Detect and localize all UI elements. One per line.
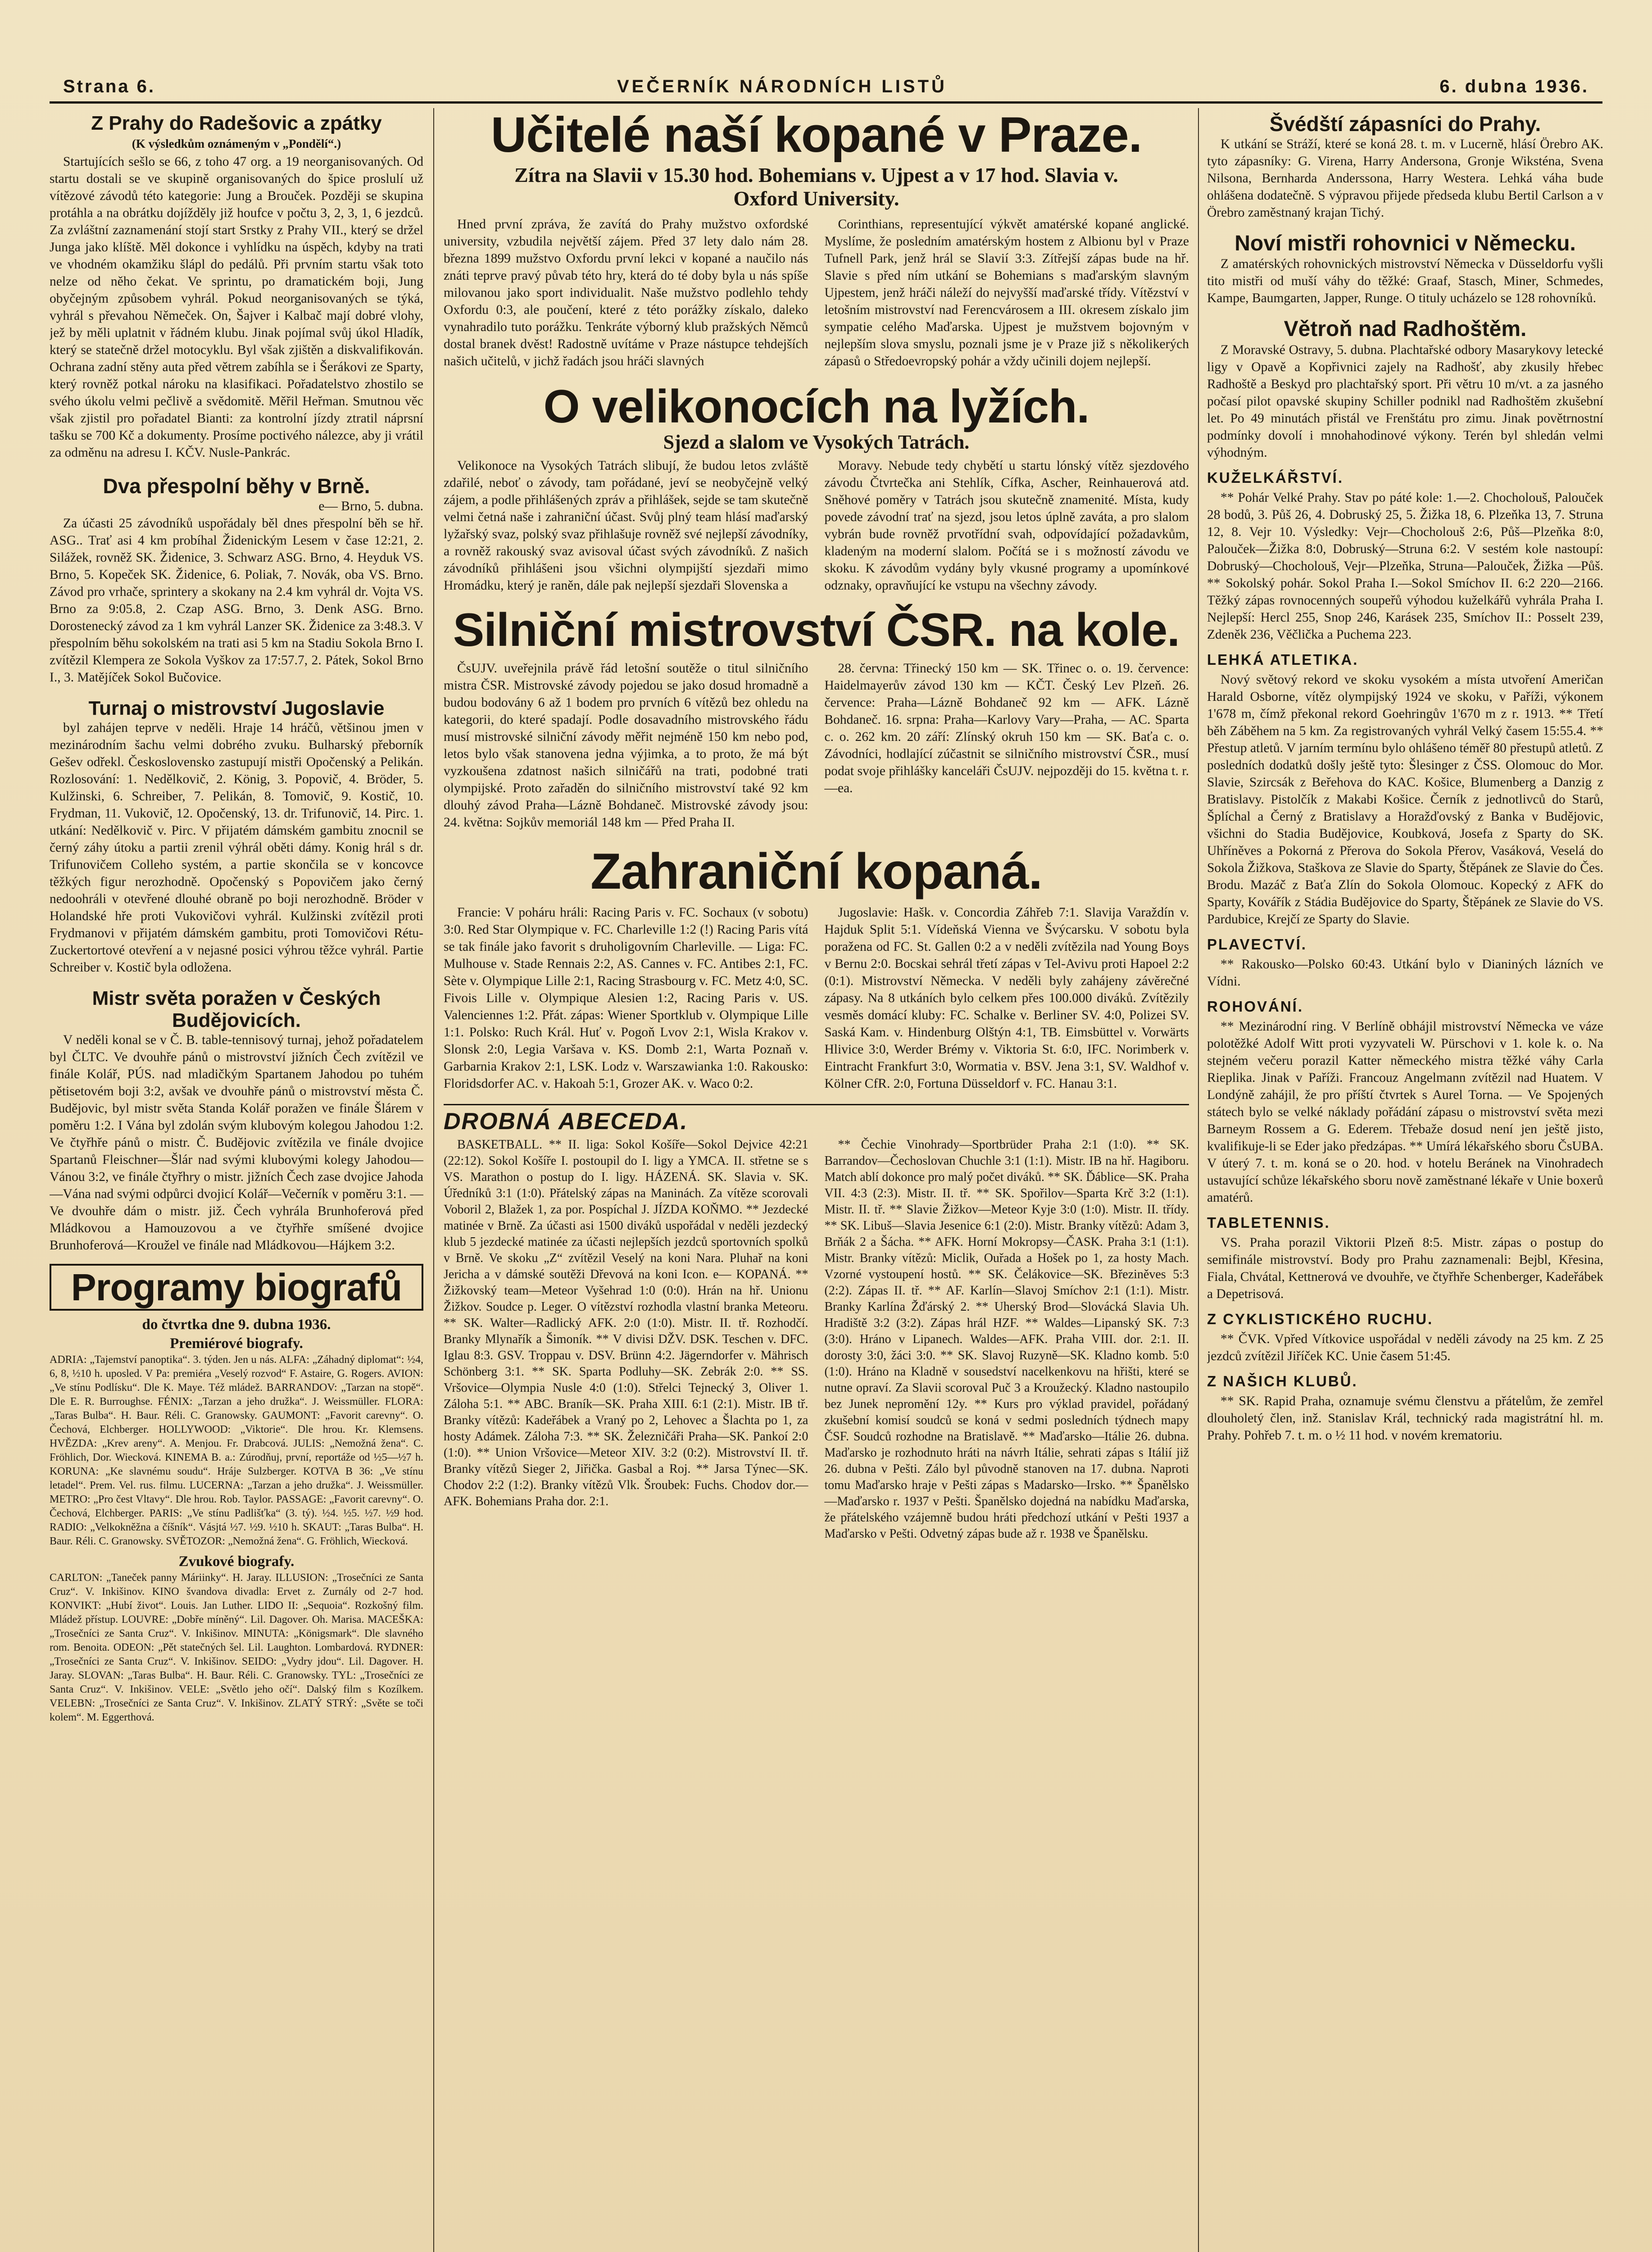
column-divider-left [433,108,434,2252]
section-heading: ROHOVÁNÍ. [1207,998,1304,1015]
issue-date: 6. dubna 1936. [1439,77,1589,96]
article-body: ** Čechie Vinohrady—Sportbrüder Praha 2:1 (1:0). ** SK. Barrandov—Čechoslovan Chuchle 3:1 (1:1). Mistr. IB na hř. Hagiboru. Match ablí dokonce pro malý počet diváků. ** SK. Ďáblice—SK. Praha VII. 4:3 (2:3). Mistr. II. tř. ** SK. Spořilov—Sparta Krč 3:2 (1:1). Mistr. II. tř. ** Slavie Žižkov—Meteor Kyje 3:0 (1:0). Mistr. II. třídy. ** SK. Libuš—Slavia Jesenice 6:1 (2:0). Mistr. Branky vítězů: Adam 3, Brňák 2 a Šácha. ** AFK. Horní Mokropsy—ČASK. Praha 3:1 (1:1). Mistr. Branky vítězů: Miclik, Ouřada a Hošek po 1, za hosty Mach. Vzorné vystoupení hostů. ** SK. Čelákovice—SK. Březiněves 5:3 (2:2). Zápas II. tř. ** AF. Karlín—Slavoj Smíchov 2:1 (1:1). Mistr. Branky Karlína Žďárský 2. ** Uherský Brod—Slovácká Slavia Uh. Hradiště 3:2 (3:2). Zápas hrál HZF. ** Waldes—Lipanský SK. 7:3 (3:0). Hráno v Lipanech. Waldes—AFK. Praha VIII. dor. 2:1. II. dorosty 3:0, žáci 3:0. ** SK. Slavoj Ruzyně—SK. Kladno komb. 5:0 (1:0). Hráno na Kladně v sousedství nacelkenkovu na hřišti, které se nutne opraví. Za Slavii scoroval Puč 3 a Kroužecký. Kladno nastoupilo bez Junek nepromění 12y. ** Kurs pro výklad pravidel, pořádaný zkušební komisí soudců se koná v sedmi posledních týdnech mapy ČSF. Soudců rozhodne na Bratislavě. ** Maďarsko—Itálie 26. dubna. Maďarsko je rozhodnuto hráti na návrh Itálie, sehrati zápas s Itálií již 26. dubna v Pešti. Zálo byl původně stanoven na 17. dubna. Naproti tomu Maďarsko hraje v Pešti zápas s Madarsko—Irsko. ** Španělsko—Maďarsko r. 1937 v Pešti. Španělsko dojedná na nabídku Maďarska, že přátelského vzájemně budou hráti předchozí utkání v Pešti 1937 a Maďarsko v Pešti. Odvetný zápas bude až r. 1938 ve Španělsku. [824,1138,1189,1541]
headline-subtitle: Zítra na Slavii v 15.30 hod. Bohemians v. Ujpest a v 17 hod. Slavia v. Oxford University. [514,163,1118,210]
headline-zahranicni: Zahraniční kopaná. [590,843,1042,899]
article-title: Noví mistři rohovnici v Německu. [1234,231,1576,255]
section-heading: KUŽELKÁŘSTVÍ. [1207,469,1343,486]
article-body: Corinthians, representující výkvět amatérské kopané anglické. Myslíme, že posledním amatérským hostem z Albionu byl v Praze Tufnell Park, jenž hrál se Slavií 3:3. Zítřejší zápas bude na hř. Slavie s před ním utkání se Bohemians s maďarským slavným Ujpestem, jenž hráči náleží do nejvyšší maďarské třídy. Vítězství v letošním mistrovství nad Ferencvárosem a III. okresem získalo jim sympatie celého Maďarska. Ujpest je mužstvem bojovným v nejlepším slova smyslu, poznali jsme je v Praze již s několikerých zápasů o Středoevropský pohár a vždy učinili dojem nejlepší. [824,217,1189,368]
left-column [50,113,423,2252]
article-title: Dva přespolní běhy v Brně. [103,474,370,498]
article-columns [444,457,1189,594]
section-heading: PLAVECTVÍ. [1207,936,1307,953]
article-dateline: e— Brno, 5. dubna. [318,499,423,513]
article-body: Francie: V poháru hráli: Racing Paris v. FC. Sochaux (v sobotu) 3:0. Red Star Olympique v. FC. Charleville 1:2 (!) Racing Paris vítá se tak finále jako favorit s druholigovním Charleville. — Liga: FC. Mulhouse v. Stade Rennais 2:2, AS. Cannes v. FC. Antibes 2:1, FC. Sète v. Olympique Lille 2:1, Racing Strasbourg v. FC. Metz 4:0, SC. Fivois Lille v. Olympique Alesien 1:2, Racing Paris v. US. Valenciennes 1:2. Přát. zápas: Wiener Sportklub v. Olympique Lille 1:1. Polsko: Ruch Král. Huť v. Pogoň Lvov 2:1, Wisla Krakov v. Slonsk 2:0, Legia Varšava v. KS. Domb 2:1, Warta Poznaň v. Garbarnia Krakov 2:1, LSK. Lodz v. Warszawianka 1:0. Rakousko: Floridsdorfer AC. v. Hakoah 5:1, Grozer AK. v. Waco 0:2. [444,905,808,1091]
article-body: Velikonoce na Vysokých Tatrách slibují, že budou letos zvláště zdařilé, neboť o závody, tam pořádané, jeví se neobyčejně velký zájem, a podle přihlášených zpráv a přihlášek, sejde se tam skutečně velmi četná naše i zahraniční účast. Svůj plný team hlásí maďarský lyžařský svaz, polský svaz přihlašuje rovněž své nejlepší závodníky, a rovněž rakouský svaz avisoval účast svých závodníků. Z našich závodníků přihlášeni jsou všichni olympijští sjezdaři mimo Hromádku, který je raněn, dále pak nejlepší sjezdaři Slovenska a [444,459,808,593]
article-body: ** SK. Rapid Praha, oznamuje svému členstvu a přátelům, že zemřel dlouholetý člen, inž. Stanislav Král, technický rada magistrátní hl. m. Prahy. Pohřeb 7. t. m. o ½ 11 hod. v novém krematoriu. [1207,1394,1603,1443]
article-body: ČsUJV. uveřejnila právě řád letošní soutěže o titul silničního mistra ČSR. Mistrovské závody pojedou se jako dosud hromadně a budou bodovány 6 až 1 bodem pro prvních 6 vítězů bez ohledu na kategorii, do které spadají. Podle dosavadního mistrovského řádu musí mistrovské silniční závody měřit nejméně 150 km nebo pod, letos bylo však stanovena jedna výjimka, a to proto, že má být vyzkoušena zdatnost našich silničářů na trati, podobné trati olympijské. Proto zařaděn do silničního mistrovství také 92 km dlouhý závod Praha—Lázně Bohdaneč. Mistrovské závody jsou: 24. května: Sojkův memoriál 148 km — Před Praha II. [444,661,808,830]
section-heading: Z NAŠICH KLUBŮ. [1207,1373,1358,1390]
article-body: ** Pohár Velké Prahy. Stav po páté kole: 1.—2. Chocholouš, Palouček 28 bodů, 3. Půš 26, 4. Dobruský 25, 5. Žižka 18, 6. Plzeňka 13, 7. Struna 12, 8. Vejr 10. Výsledky: Vejr—Chocholouš 2:6, Půš—Plzeňka 8:0, Palouček—Žižka 8:0, Dobruský—Struna 6:2. V sestém kole nastoupí: Dobruský—Chocholouš, Vejr—Plzeňka, Struna—Palouček, Žižka —Půš. ** Sokolský pohár. Sokol Praha I.—Sokol Smíchov II. 6:2 220—2166. Těžký zápas rovnocenných soupeřů výhodou kuželkářů vyhrála Praha I. Nejlepší: Hercl 255, Snop 246, Karásek 235, Smíchov II.: Posselt 239, Zdeněk 236, Věčlička a Puchema 223. [1207,490,1603,642]
article-title: Mistr světa poražen v Českých Budějovicích. [92,987,381,1031]
article-title: Větroň nad Radhoštěm. [1284,317,1527,341]
article-columns [444,1137,1189,1542]
article-body: Hned první zpráva, že zavítá do Prahy mužstvo oxfordské university, vzbudila největší zájem. Před 37 lety dalo nám 28. března 1899 mužstvo Oxfordu první lekci v kopané a naučilo nás znáti teprve pravý půvab této hry, která do té doby byla u nás spíše milovanou jako sport individualit. Naše mužstvo podlehlo tehdy Oxfordu 0:3, ale poučení, které z této porážky získalo, daleko vynahradilo tuto porážku. Tenkráte výborný klub pražských Němců dostal branek dvěst! Radostně uvítáme v Praze nástupce tehdejších našich učitelů, v jichž řadách jsou hráči slavných [444,217,808,368]
article-body: Startujících sešlo se 66, z toho 47 org. a 19 neorganisovaných. Od startu dostali se ve skupině organisovaných do špice proslulí už vítězové závodů této kategorie: Jung a Brouček. Později se skupina protáhla a na obrátku dojížděly již houfce v počtu 3, 2, 3, 1, 6 jezdců. Za zvláštní zaznamenání stojí start Srstky z Prahy VII., který se držel Junga jako klíště. Měl dokonce i vyhlídku na úspěch, kdyby na trati ve vhodném okamžiku šlápl do pedálů. Při prvním startu však toto nelze od něho čekat. Ve sprintu, po dramatickém boji, Jung obyčejným způsobem vyhrál. Pokud neorganisovaných se týká, vyhrál s převahou Němeček. On, Šajver i Kalbač mají dobré vlohy, jež by měli uplatnit v řádném klubu. Jinak pojímal svůj úkol Hladík, který se statečně držel motocyklu. Byl však zjištěn a diskvalifikován. Ochrana zadní stěny auta před větrem zabíhla se i Šerákovi ze Sparty, který rovněž potkal nároku na klasifikaci. Pořadatelstvo zhostilo se svého úkolu velmi pečlivě a svědomitě. Měřil Heřman. Smutnou věc však zjistil pro pořadatel Bianti: za kontrolní jízdy ztratil náprsní tašku se 700 Kč a dokumenty. Prosíme poctivého nálezce, aby ji vrátil za odměnu na adresu I. KČV. Nusle-Pankrác. [50,154,423,460]
article-title: Z Prahy do Radešovic a zpátky [91,113,382,134]
article-body: ** ČVK. Vpřed Vítkovice uspořádal v neděli závody na 25 km. Z 25 jezdců zvítězil Jiříček KC. Unie časem 51:45. [1207,1332,1603,1364]
article-subtitle: (K výsledkům oznámeným v „Pondělí“.) [132,137,341,151]
article-title: Turnaj o mistrovství Jugoslavie [88,697,385,719]
section-heading: Z CYKLISTICKÉHO RUCHU. [1207,1311,1434,1328]
sound-listing: CARLTON: „Taneček panny Máriinky“. H. Jaray. ILLUSION: „Trosečníci ze Santa Cruz“. V. Inkišinov. KINO švandova divadla: Ervet z. Zurnály od 2-7 hod. KONVIKT: „Hubí život“. Louis. Jan Luther. LIDO II: „Sequoia“. Rozkošný film. Mládež přístup. LOUVRE: „Dobře míněný“. Lil. Dagover. Oh. Marisa. MACEŠKA: „Trosečníci ze Santa Cruz“. V. Inkišinov. MINUTA: „Königsmark“. Dle slavného rom. Benoita. ODEON: „Pět statečných šel. Lil. Laughton. Lombardová. RYDNER: „Trosečníci ze Santa Cruz“. V. Inkišinov. SEIDO: „Vydry jdou“. Lil. Dagover. H. Jaray. SLOVAN: „Taras Bulba“. H. Baur. Réli. C. Granowsky. TYL: „Trosečníci ze Santa Cruz“. V. Inkišinov. VELE: „Světlo jeho očí“. Dalský film s Kozílkem. VELEBN: „Trosečníci ze Santa Cruz“. V. Inkišinov. ZLATÝ STRÝ: „Světe se toči kolem“. M. Eggerthová. [50,1572,423,1724]
article-body: 28. června: Třinecký 150 km — SK. Třinec o. o. 19. července: Haidelmayerův závod 130 km — KČT. Český Lev Plzeň. 26. července: Praha—Lázně Bohdaneč 92 km — AFK. Lázně Bohdaneč. 16. srpna: Praha—Karlovy Vary—Praha, — AC. Sparta c. o. 262 km. 20 září: Zlínský okruh 150 km — SK. Baťa c. o. Závodníci, hodlající zúčastnit se silničního mistrovství ČSR., musí podat svoje přihlášky kanceláři ČsUJV. nejpozději do 15. května t. r. —ea. [824,661,1189,795]
article-columns [444,660,1189,831]
article-body: Jugoslavie: Hašk. v. Concordia Záhřeb 7:1. Slavija Varaždín v. Hajduk Split 5:1. Vídeňská Vienna ve Švýcarsku. V sobotu byla poražena od FC. St. Gallen 0:2 a v neděli zvítězila nad Young Boys v Bernu 2:0. Bocskai sehrál třetí zápas v Tel-Avivu proti Hapoel 2:2 (0:1). Mistrovství Německa. V neděli byly zahájeny závěrečné zápasy. Na 8 utkáních bylo celkem přes 100.000 diváků. Zvítězily vesměs domácí kluby: FC. Schalke v. Berliner SV. 4:0, Polizei SV. Saská Kam. v. Hindenburg Olštýn 4:1, TB. Eimsbüttel v. Vorwärts Hlivice 3:0, Werder Brémy v. Viktoria St. 6:0, IFC. Norimberk v. Eintracht Frankfurt 3:0, Wormatia v. BSV. Jena 3:1, SV. Waldhof v. Kölner CfR. 2:0, Fortuna Düsseldorf v. FC. Hanau 3:1. [824,905,1189,1091]
article-body: Z Moravské Ostravy, 5. dubna. Plachtařské odbory Masarykovy letecké ligy v Opavě a Kopřivnici zajely na Radhošť, aby zkusily hřebec Radhoště a Beskyd pro plachtařský sport. Při větru 10 m/vt. a za jasného počasí pilot opavské skupiny Schiller podnikl nad Radhoštěm zkušební let. Po 49 minutách přistál ve Frenštátu pro zimu. Jinak povětrnostní podmínky dovolí i mnohahodinové výkony. Terén byl shledán velmi výhodným. [1207,343,1603,460]
masthead-rule [50,101,1602,104]
cinema-date: do čtvrtka dne 9. dubna 1936. [142,1317,331,1333]
article-body: Nový světový rekord ve skoku vysokém a místa utvoření Američan Harald Osborne, vítěz olympijský 1924 ve skoku, v Paříži, výkonem 1'678 m, čímž překonal rekord Goehringův 1'670 m z r. 1913. ** Třetí běh Záběhem na 5 km. Za registrovaných vyhrál Velký časem 15:55.4. ** Přestup atletů. V jarním termínu bylo ohlášeno téměř 80 přestupů atletů. Z posledních dodatků došly ještě tyto: Šlesinger z ČSS. Olomouc do Mor. Slavie, Szircsák z Beřehova do KAC. Košice, Blumenberg a Danzig z Bratislavy. Pistolčík z Makabi Košice. Černík z jednotlivců do Starů, Šplíchal a Černý z Bratislavy a Horažďovský z Banka v Budějovic, všichni do Stadia Budějovice, Koubková, Josefa z Sparty do SK. Uhříněves a Pokorná z Přerova do Sokola Přerov, Vasáková, Veselá do Sokola Žižkova, Staškova ze Slavie do Sparty, Štěpánek ze Slavie do Čes. Brodu. Mazáč z Baťa Zlín do Sokola Olomouc. Kopecký z AFK do Sparty, Kovářík z Stádia Budějovice do Sparty, Štěpánek ze Slavie do VS. Pardubice, Krejčí ze Sparty do Slavie. [1207,672,1603,927]
article-body: Za účasti 25 závodníků uspořádaly běl dnes přespolní běh se hř. ASG.. Trať asi 4 km probíhal Židenickým Lesem v čase 12:21, 2. Silážek, rovněž SK. Židenice, 3. Schwarz ASG. Brno, 4. Heyduk VS. Brno, 5. Kopeček SK. Židenice, 6. Poliak, 7. Novák, oba VS. Brno. Závod pro vrhače, sprintery a skokany na 2.4 km vyhrál dr. Vojta VS. Brno za 9:05.8, 2. Czap ASG. Brno, 3. Denk ASG. Brno. Dorostenecký závod za 1 km vyhrál Lanzer SK. Židenice za 3:48.3. V přespolním běhu sokolském na trati asi 5 km na Stadiu Sokola Brno I. zvítězil Klempera ze Sokola Vyškov za 17:57.7, 2. Pátek, Sokol Brno I., 3. Matějíček Sokol Bučovice. [50,516,423,685]
article-body: Z amatérských rohovnických mistrovství Německa v Düsseldorfu vyšli tito mistři od muší váhy do těžké: Graaf, Stasch, Miner, Schmedes, Kampe, Baumgarten, Japper, Runge. O tituly ucházelo se 128 rohovníků. [1207,257,1603,306]
article-body: byl zahájen teprve v neděli. Hraje 14 hráčů, většinou jmen v mezinárodním šachu velmi dobrého zvuku. Bulharský přeborník Gešev odřekl. Československo zastupují mistři Opočenský a Pelikán. Rozlosování: 1. Nedělkovič, 2. König, 3. Popovič, 4. Bröder, 5. Kulžinski, 6. Schreiber, 7. Pelikán, 8. Tomovič, 9. Kostič, 10. Frydman, 11. Vukovič, 12. Opočenský, 13. dr. Trifunovič, 14. Pirc. 1. utkání: Nedělkovič v. Pirc. V přijatém dámském gambitu znocnil se černý záhy útoku a partii zrenil výhrál oběti dámy. Konig hrál s dr. Trifunovičem Colleho systém, a partie skončila se v koncovce těžkých figur nerozhodně. Opočenský s Popovičem jako černý nedoohráli v otevřené dlouhé obraně po boji nerozhodně. Bröder v Holandské hře proti Vukovičovi vyhrál. Kulžinski zvítězil proti Frydmanovi v přijatém dámském gambitu, proti Tomovičovi Rétu-Zuckertortové otevření a v nejasné posici výhrou těžce vyhrál. Partie Schreiber v. Kostič byla odložena. [50,721,423,975]
article-body: Moravy. Nebude tedy chybětí u startu lónský vítěz sjezdového závodu Čtvrtečka ani Stehlík, Cífka, Ascher, Reinhauerová atd. Sněhové poměry v Tatrách jsou skutečně znamenité. Místa, kudy povede závodní trať na sjezd, jsou letos úplně zaváta, a pro slalom vybrán bude rovněž prvotřídní svah, odpovídající požadavkům, kladeným na moderní slalom. Počítá se i s možností závodu ve skoku. K závodům vydány byly vkusné programy a upomínkové odznaky, opravňující ke vstupu na všechny závody. [824,459,1189,593]
article-body: ** Mezinárodní ring. V Berlíně obhájil mistrovství Německa ve váze polotěžké Adolf Witt proti vyzyvateli W. Pürschovi v 1. kole k. o. Na stejném večeru porazil Katter německého mistra těžké váhy Carla Rieplika. Jinak v Paříži. Francouz Angelmann zvítězil nad Huatem. V Londýně zahájil, že pro příští čtvrtek s Aurel Torna. — Ve Spojených státech bylo se velké náklady pořádání zápasu o mistrovství světa mezi Barneym Rossem a G. Ederem. Třebaže dosud není jen ještě jisto, kvalifikuje-li se Eder jako předzápas. ** Umírá lékařského sboru ČsUBA. V úterý 7. t. m. koná se o 20. hod. v hotelu Beránek na Vinohradech ustavující schůze lékařského sboru nově zaměstnané lékaře v Unie boxerů amatérů. [1207,1019,1603,1205]
article-title: Švédští zápasníci do Prahy. [1269,113,1541,136]
section-heading: TABLETENNIS. [1207,1214,1330,1231]
article-columns [444,904,1189,1092]
column-divider-right [1198,108,1199,2252]
section-heading: LEHKÁ ATLETIKA. [1207,651,1359,668]
page-number: Strana 6. [63,77,155,96]
headline-subtitle: Sjezd a slalom ve Vysokých Tatrách. [663,431,970,453]
premiere-listing: ADRIA: „Tajemství panoptika“. 3. týden. Jen u nás. ALFA: „Záhadný diplomat“: ½4, 6, 8, ½10 h. uposled. V Pa: premiéra „Veselý rozvod“ F. Astaire, G. Rogers. AVION: „Ve stínu Podlísku“. Dle K. Maye. Též mládež. BARRANDOV: „Tarzan na stopě“. Dle E. R. Burroughse. FÉNIX: „Tarzan a jeho družka“. J. Weissmüller. FLORA: „Taras Bulba“. H. Baur. Réli. C. Granowsky. GAUMONT: „Favorit carevny“. O. Čechová, Elchberger. HOLLYWOOD: „Viktorie“. Dle hrou. Kr. Klemsens. HVĚZDA: „Krev areny“. A. Menjou. Fr. Drabcová. JULIS: „Nemožná žena“. C. Fröhlich, Dor. Wiecková. KINEMA B. a.: Zúrodňuj, první, reportáže od ½5—½7 h. KORUNA: „Ke slavnému soudu“. Hráje Sulzberger. KOTVA B 36: „Ve stínu letadel“. Prem. Vel. rus. filmu. LUCERNA: „Tarzan a jeho družka“. J. Weissmüller. METRO: „Pro čest Vltavy“. Dle hrou. Rob. Taylor. PASSAGE: „Favorit carevny“. O. Čechová, Elchberger. PARIS: „Ve stínu Padlišťka“ (3. tý). ½4. ½5. ½7. ½9 hod. RADIO: „Velkokněžna a číšník“. Vásjtá ½7. ½9. ½10 h. SKAUT: „Taras Bulba“. H. Baur. Réli. C. Granowsky. SVĚTOZOR: „Nemožná žena“. G. Fröhlich, Wiecková. [50,1354,423,1548]
headline-ucitele: Učitelé naší kopané v Praze. [490,110,1142,163]
center-column [444,110,1189,2252]
article-body: BASKETBALL. ** II. liga: Sokol Košíře—Sokol Dejvice 42:21 (22:12). Sokol Košíře I. postoupil do I. ligy a YMCA. II. střetne se s VS. Marathon o postup do I. ligy. HÁZENÁ. SK. Slavia v. SK. Úředníků 3:1 (1:0). Přátelský zápas na Maninách. Za vítěze scorovali Voboril 2, Blažek 1, za por. Pospíchal J. JÍZDA KOŇMO. ** Jezdecké matinée v Brně. Za účasti asi 1500 diváků uspořádal v neděli jezdecký klub 5 jezdecké matinée za účasti nejlepších jezdců sportovních spolků v Brně. Ve skoku „Z“ zvítězil Veselý na koni Nara. Pluhař na koni Jericha a v dámské soutěži Dřevová na koni Icon. e— KOPANÁ. ** Žižkovský team—Meteor Vyšehrad 1:0 (0:0). Hrán na hř. Unionu Žižkov. Soudce p. Leger. O vítězství rozhodla vlastní branka Meteoru. ** SK. Walter—Radlický AFK. 2:0 (1:0). Mistr. II. tř. Rozhodčí. Branky Mlynařík a Šimoník. ** V divisi DŽV. DSK. Teschen v. DFC. Iglau 8:3. GSV. Troppau v. DSV. Brünn 4:2. Jägerndorfer v. Mährisch Schönberg 3:1. ** SK. Sparta Podluhy—SK. Zebrák 2:0. ** SS. Vršovice—Olympia Nusle 4:0 (1:0). Střelci Tejnecký 3, Oliver 1. Záloha 5:1. ** ABC. Braník—SK. Praha XIII. 6:1 (2:1). Mistr. IB tř. Branky vítězů: Kadeřábek a Vraný po 2, Lehovec a Šlachta po 1, za hosty Adámek. Záloha 7:3. ** SK. Železničáři Praha—SK. Pankoí 2:0 (1:0). ** Union Vršovice—Meteor XIV. 3:2 (0:2). Mistrovství II. tř. Branky vítězů Sieger 2, Jiřička. Gasbal a Roj. ** Jarsa Týnec—SK. Chodov 2:2 (1:2). Branky vítězů Vlk. Šroubek: Fuchs. Chodov dor.—AFK. Bohemians Praha dor. 2:1. [444,1138,808,1508]
cinema-banner-box [50,1264,423,1311]
headline-lyze: O velikonocích na lyžích. [543,381,1089,433]
newspaper-name: VEČERNÍK NÁRODNÍCH LISTŮ [617,77,947,96]
article-columns [444,216,1189,370]
headline-abeceda: DROBNÁ ABECEDA. [444,1108,688,1135]
article-body: K utkání se Stráží, které se koná 28. t. m. v Lucerně, hlásí Örebro AK. tyto zápasníky: G. Virena, Harry Andersona, Gronje Wiksténa, Svena Nilsona, Bernharda Anderssona, Harry Westera. Lehká váha bude ohlášena dodatečně. S výpravou přijede předseda klubu Bertil Carlson a v Örebro zaměstnaný krajan Tichý. [1207,136,1603,220]
headline-kolo: Silniční mistrovství ČSR. na kole. [453,604,1180,656]
article-body: V neděli konal se v Č. B. table-tennisový turnaj, jehož pořadatelem byl ČLTC. Ve dvouhře pánů o mistrovství jižních Čech zvítězil ve finále Kolář, PÚS. nad mladičkým Spartanem Jahodou po tuhém pětisetovém boji 3:2, avšak ve dvouhře pánů o mistrovství města Č. Budějovic, byl mistr světa Standa Kolář poražen ve finále Šlárem v poměru 1:2. I Vána byl zdolán svým klubovým kolegou Jahodou 1:2. Ve čtyřhře pánů o mistr. Č. Budějovic zvítězila ve finále dvojice Spartanů Fleischner—Šlár nad svými klubovými kolegy Jahodou—Vánou 3:2, ve finále čtyřhry o mistr. jižních Čech zase dvojice Jahoda—Vána nad svými odpůrci dvojicí Kolář—Večerník v poměru 3:1. — Ve dvouhře dám o mistr. již. Čech vyhrála Brunhoferová před Mládkovou a Hamouzovou a ve čtyřhře smíšené dvojice Brunhoferová—Kroužel ve finále nad Mládkovou—Hájkem 3:2. [50,1033,423,1253]
article-body: VS. Praha porazil Viktorii Plzeň 8:5. Mistr. zápas o postup do semifinále mistrovství. Body pro Prahu zaznamenali: Bejbl, Křesina, Fiala, Chvátal, Kettnerová ve dvouhře, ve čtyřhře Schenberger, Kadeřábek a Depetrisová. [1207,1235,1603,1302]
right-column [1207,113,1603,2252]
article-body: ** Rakousko—Polsko 60:43. Utkání bylo v Dianiných lázních ve Vídni. [1207,957,1603,989]
sound-heading: Zvukové biografy. [178,1553,295,1570]
premiere-heading: Premiérové biografy. [170,1335,303,1352]
cinema-banner: Programy biografů [71,1266,402,1309]
